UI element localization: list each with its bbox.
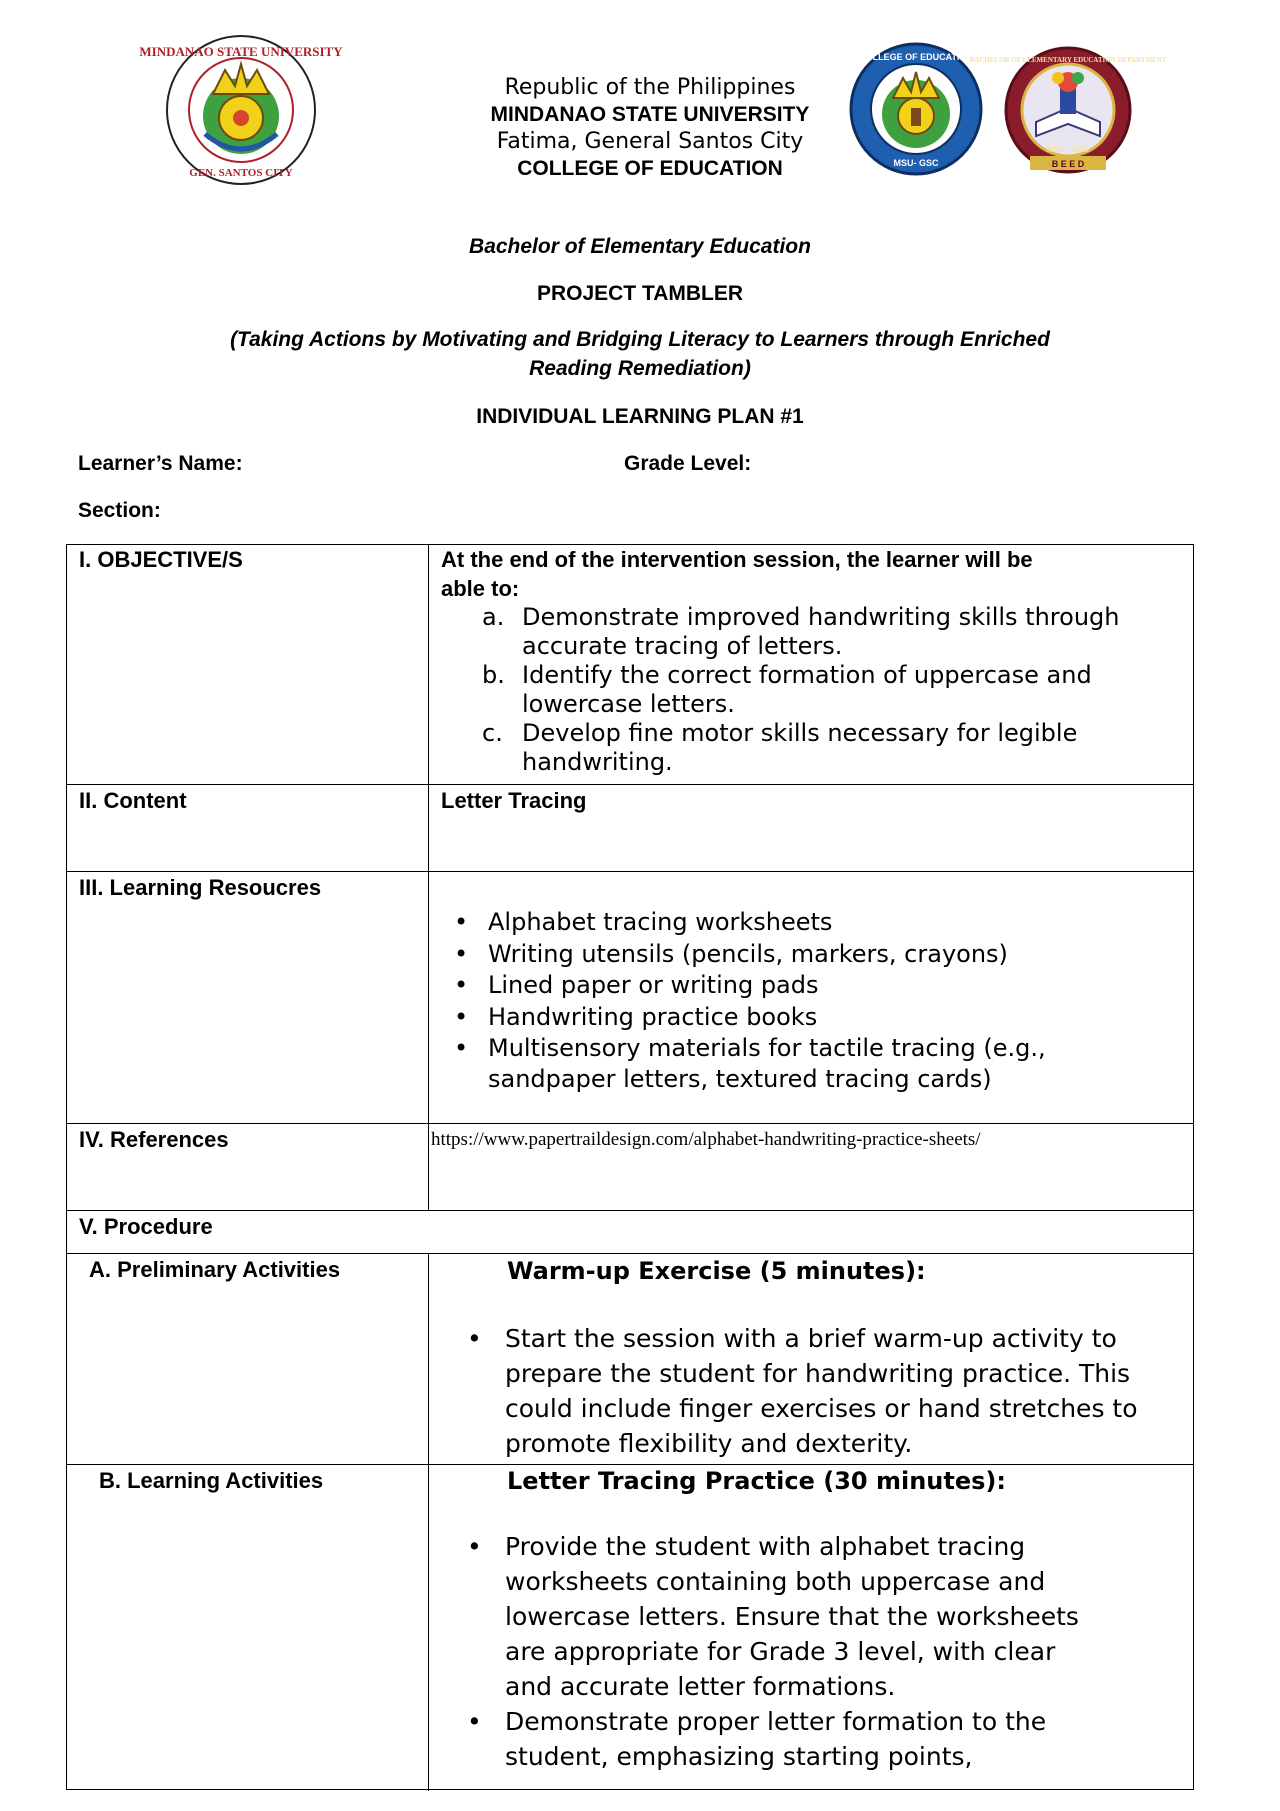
- content-header: II. Content: [79, 788, 187, 813]
- reference-link[interactable]: https://www.papertraildesign.com/alphabet-handwriting-practice-sheets/: [431, 1129, 981, 1150]
- list-item: [482, 719, 1182, 777]
- project-title: PROJECT TAMBLER: [536, 282, 744, 305]
- letterhead-university: MINDANAO STATE UNIVERSITY: [490, 103, 810, 126]
- list-item: [482, 661, 1182, 719]
- row-divider: [67, 871, 1193, 872]
- objective-text: Identify the correct formation of uppercase and: [522, 661, 1092, 689]
- tracing-line: and accurate letter formations.: [505, 1672, 896, 1701]
- tracing-line: student, emphasizing starting points,: [505, 1742, 973, 1771]
- tracing-list: [467, 1529, 1187, 1774]
- list-item: [482, 603, 1182, 661]
- warmup-line: prepare the student for handwriting practice. This: [505, 1359, 1131, 1388]
- objectives-list: [482, 603, 1182, 777]
- learning-plan-table: [66, 544, 1194, 1790]
- list-marker: a.: [482, 603, 505, 631]
- list-item: • Handwriting practice books: [450, 1002, 1190, 1034]
- list-item: [467, 1321, 1187, 1461]
- plan-title: INDIVIDUAL LEARNING PLAN #1: [476, 405, 804, 428]
- list-marker: c.: [482, 719, 503, 747]
- warmup-title: Warm-up Exercise (5 minutes):: [507, 1257, 926, 1285]
- msu-seal-bottom-text: GEN. SANTOS CITY: [189, 167, 293, 179]
- objectives-intro-line2: able to:: [441, 576, 520, 601]
- warmup-list: [467, 1321, 1187, 1461]
- objective-text: Develop fine motor skills necessary for legible: [522, 719, 1078, 747]
- coe-seal-bottom-text: MSU- GSC: [893, 158, 939, 168]
- coe-seal-top-text: COLLEGE OF EDUCATION: [859, 52, 973, 62]
- beed-department-seal-logo: [969, 44, 1167, 180]
- warmup-line: Start the session with a brief warm-up activity to: [505, 1324, 1117, 1353]
- beed-seal-bottom-text: MSU - GSC: [1046, 145, 1090, 154]
- objectives-header: I. OBJECTIVE/S: [79, 547, 243, 572]
- project-subtitle-line1: (Taking Actions by Motivating and Bridging Literacy to Learners through Enriched: [230, 328, 1050, 351]
- objectives-intro-line1: At the end of the intervention session, the learner will be: [441, 547, 1033, 572]
- tracing-line: Provide the student with alphabet tracing: [505, 1532, 1026, 1561]
- letterhead-address: Fatima, General Santos City: [496, 129, 804, 154]
- resources-continuation: sandpaper letters, textured tracing cards): [488, 1065, 992, 1093]
- resources-list: [450, 907, 1190, 1065]
- tracing-line: Demonstrate proper letter formation to the: [505, 1707, 1047, 1736]
- row-divider: [67, 1464, 1193, 1465]
- msu-seal-top-text: MINDANAO STATE UNIVERSITY: [139, 44, 343, 59]
- list-item: • Multisensory materials for tactile tracing (e.g.,: [450, 1033, 1190, 1065]
- learner-name-label: Learner’s Name:: [78, 452, 243, 475]
- row-divider: [67, 1253, 1193, 1254]
- tracing-line: lowercase letters. Ensure that the worksheets: [505, 1602, 1079, 1631]
- objective-text: handwriting.: [522, 748, 673, 776]
- row-divider: [67, 784, 1193, 785]
- resources-header: III. Learning Resoucres: [79, 875, 322, 900]
- grade-level-label: Grade Level:: [624, 452, 752, 475]
- preliminary-header: A. Preliminary Activities: [89, 1257, 341, 1282]
- beed-seal-top-text: BACHELOR OF ELEMENTARY EDUCATION DEPARTMENT: [969, 56, 1167, 64]
- letterhead-college: COLLEGE OF EDUCATION: [517, 157, 783, 180]
- msu-seal-logo: [139, 34, 343, 186]
- objective-text: lowercase letters.: [522, 690, 735, 718]
- tracing-practice-title: Letter Tracing Practice (30 minutes):: [507, 1467, 1006, 1495]
- warmup-line: promote flexibility and dexterity.: [505, 1429, 913, 1458]
- list-item: [467, 1529, 1187, 1704]
- list-item: • Writing utensils (pencils, markers, crayons): [450, 939, 1190, 971]
- letterhead-republic: Republic of the Philippines: [504, 75, 796, 100]
- objective-text: accurate tracing of letters.: [522, 632, 843, 660]
- list-item: • Alphabet tracing worksheets: [450, 907, 1190, 939]
- tracing-line: are appropriate for Grade 3 level, with clear: [505, 1637, 1056, 1666]
- program-name: Bachelor of Elementary Education: [469, 235, 811, 258]
- list-item: • Lined paper or writing pads: [450, 970, 1190, 1002]
- column-divider: [428, 1253, 429, 1791]
- list-item: [467, 1704, 1187, 1774]
- tracing-line: worksheets containing both uppercase and: [505, 1567, 1046, 1596]
- warmup-line: could include finger exercises or hand stretches to: [505, 1394, 1138, 1423]
- objective-text: Demonstrate improved handwriting skills through: [522, 603, 1120, 631]
- project-subtitle-line2: Reading Remediation): [529, 357, 751, 380]
- beed-seal-ribbon-text: B E E D: [1051, 159, 1085, 169]
- list-marker: b.: [482, 661, 505, 689]
- learning-activities-header: B. Learning Activities: [99, 1468, 324, 1493]
- section-label: Section:: [78, 499, 161, 522]
- content-value: Letter Tracing: [441, 788, 587, 813]
- row-divider: [67, 1123, 1193, 1124]
- column-divider: [428, 545, 429, 1210]
- references-header: IV. References: [79, 1127, 229, 1152]
- row-divider: [67, 1210, 1193, 1211]
- procedure-header: V. Procedure: [79, 1214, 213, 1239]
